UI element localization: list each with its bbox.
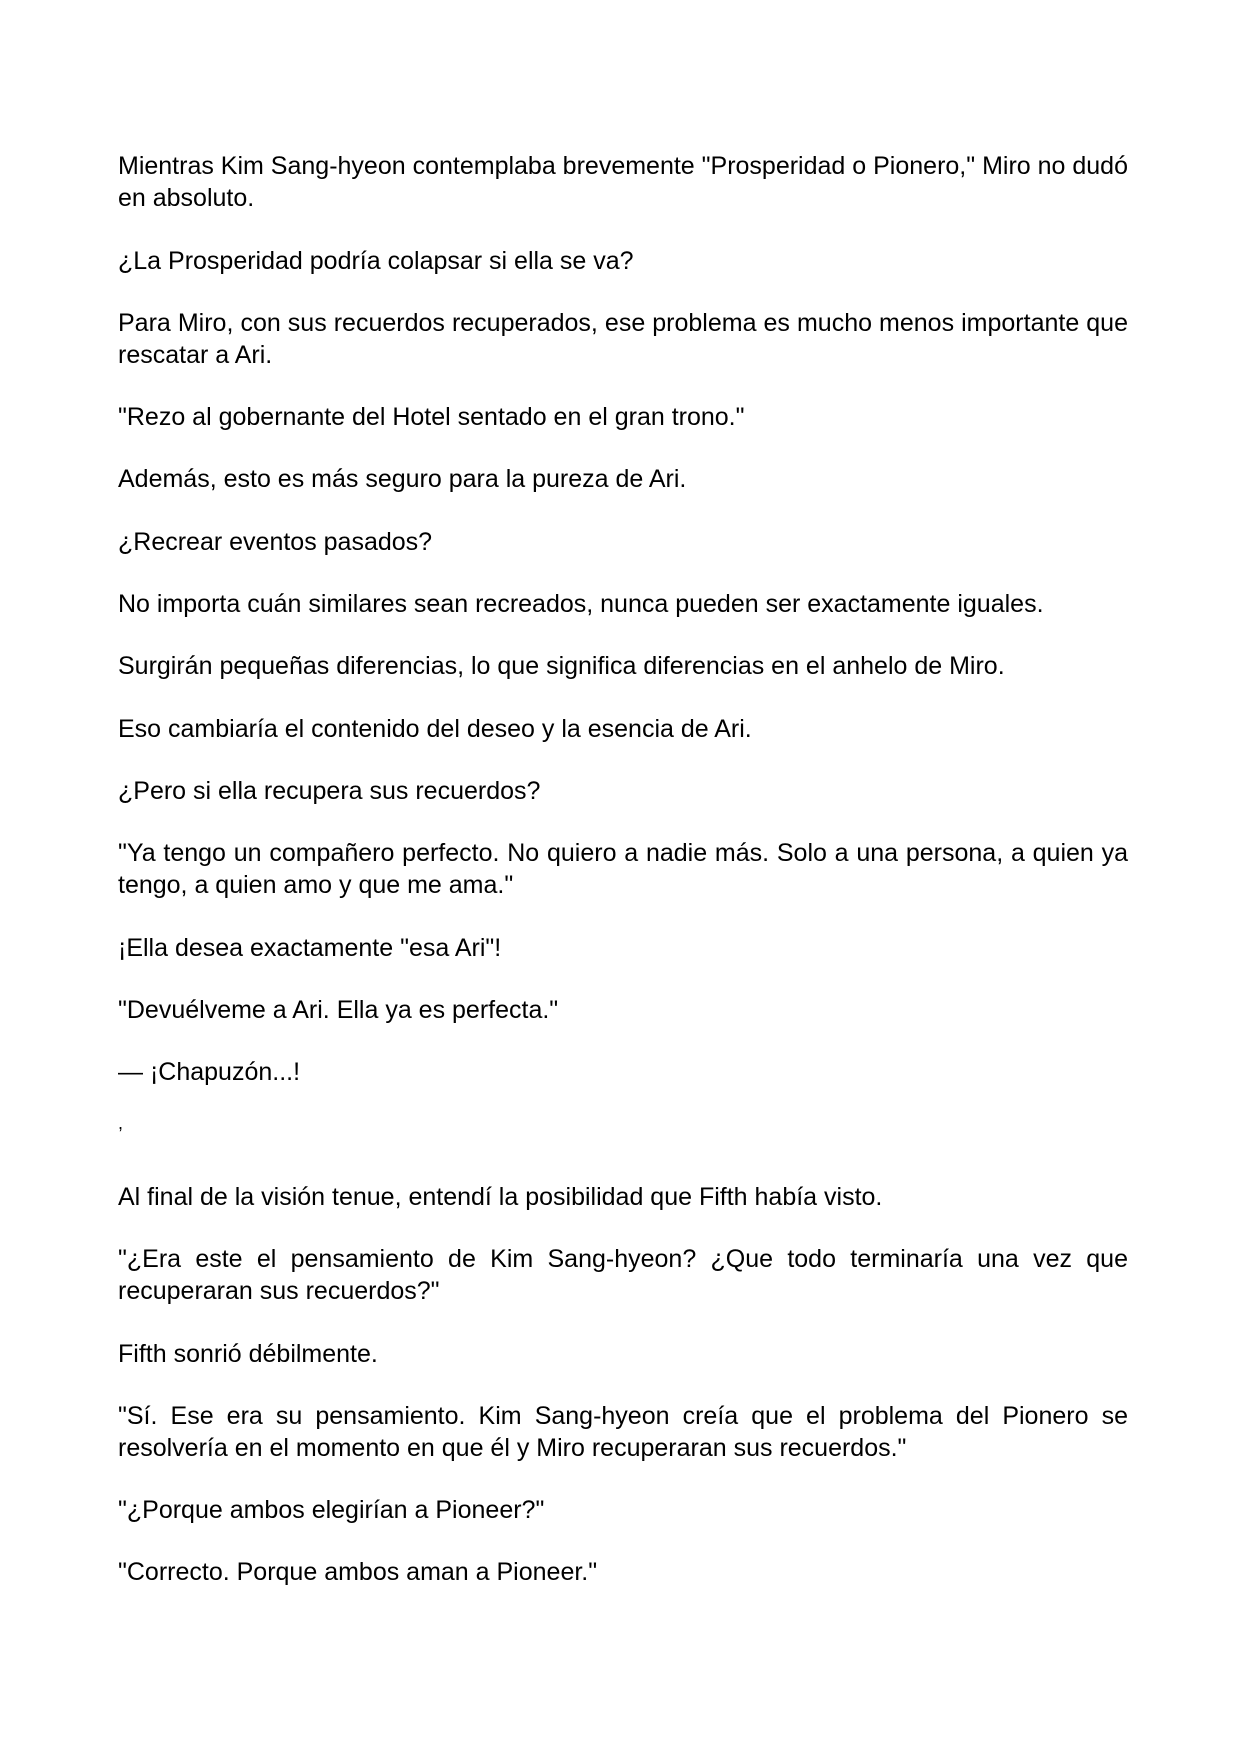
paragraph: Surgirán pequeñas diferencias, lo que significa diferencias en el anhelo de Miro.: [118, 652, 1005, 680]
paragraph: ¿Recrear eventos pasados?: [118, 528, 433, 556]
paragraph: "¿Era este el pensamiento de Kim Sang-hyeon? ¿Que todo terminaría una vez que recuperaran sus recuerdos?": [118, 1245, 1128, 1305]
paragraph: "Correcto. Porque ambos aman a Pioneer.": [118, 1558, 598, 1586]
paragraph: ¿Pero si ella recupera sus recuerdos?: [118, 777, 541, 805]
paragraph: — ¡Chapuzón...!: [118, 1058, 301, 1086]
paragraph: "Ya tengo un compañero perfecto. No quiero a nadie más. Solo a una persona, a quien ya tengo, a quien amo y que me ama.": [118, 839, 1128, 899]
paragraph: "¿Porque ambos elegirían a Pioneer?": [118, 1496, 545, 1524]
paragraph: Para Miro, con sus recuerdos recuperados, ese problema es mucho menos importante que rescatar a Ari.: [118, 309, 1128, 369]
paragraph: Al final de la visión tenue, entendí la posibilidad que Fifth había visto.: [118, 1183, 883, 1211]
stray-mark: ,: [118, 1113, 124, 1133]
paragraph: Además, esto es más seguro para la pureza de Ari.: [118, 465, 687, 493]
paragraph: Fifth sonrió débilmente.: [118, 1340, 378, 1368]
paragraph: "Rezo al gobernante del Hotel sentado en el gran trono.": [118, 403, 745, 431]
paragraph: Eso cambiaría el contenido del deseo y la esencia de Ari.: [118, 715, 752, 743]
paragraph: "Devuélveme a Ari. Ella ya es perfecta.": [118, 996, 559, 1024]
paragraph: Mientras Kim Sang-hyeon contemplaba brevemente "Prosperidad o Pionero," Miro no dudó en absoluto.: [118, 152, 1128, 212]
paragraph: ¡Ella desea exactamente "esa Ari"!: [118, 934, 502, 962]
paragraph: ¿La Prosperidad podría colapsar si ella se va?: [118, 247, 634, 275]
paragraph: "Sí. Ese era su pensamiento. Kim Sang-hyeon creía que el problema del Pionero se resolvería en el momento en que él y Miro recuperaran sus recuerdos.": [118, 1402, 1128, 1462]
paragraph: No importa cuán similares sean recreados, nunca pueden ser exactamente iguales.: [118, 590, 1044, 618]
